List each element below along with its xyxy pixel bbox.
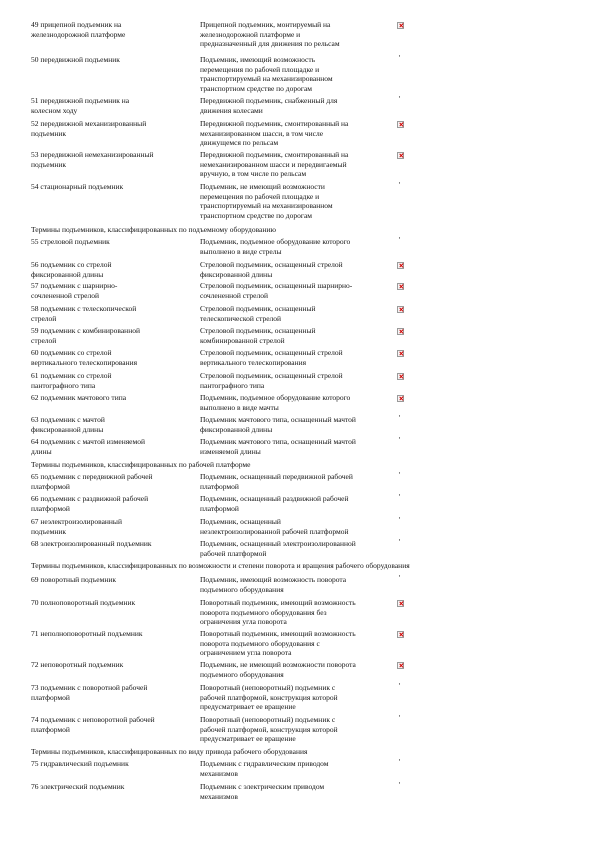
term-name: 71 неполноповоротный подъемник (31, 629, 143, 638)
term-name: 57 подъемник с шарнирно- сочлененной стрелой (31, 281, 118, 300)
term-name: 76 электрический подъемник (31, 782, 125, 791)
term-definition: Стреловой подъемник, оснащенный стрелой вертикального телескопирования (200, 348, 343, 367)
term-definition: Прицепной подъемник, монтируемый на железнодорожной платформе и предназначенный для движения по рельсам (200, 20, 340, 48)
term-definition: Стреловой подъемник, оснащенный комбинированной стрелой (200, 326, 316, 345)
term-name: 56 подъемник со стрелой фиксированной длины (31, 260, 112, 279)
term-definition: Передвижной подъемник, смонтированный на немеханизированном шасси и передвигаемый вручную, в том числе по рельсам (200, 150, 349, 178)
term-name: 51 передвижной подъемник на колесном ходу (31, 96, 130, 115)
term-definition: Подъемник, имеющий возможность перемещения по рабочей площадке и транспортируемый на механизированном транспортном средстве по дорогам (200, 55, 333, 93)
term-definition: Подъемник, подъемное оборудование которого выполнено в виде мачты (200, 393, 351, 412)
term-definition: Подъемник, оснащенный неэлектроизолированной рабочей платформой (200, 517, 349, 536)
term-definition: Подъемник с электрическим приводом механизмов (200, 782, 325, 801)
term-definition: Подъемник с гидравлическим приводом механизмов (200, 759, 329, 778)
term-name: 61 подъемник со стрелой пантографного типа (31, 371, 112, 390)
term-definition: Стреловой подъемник, оснащенный стрелой пантографного типа (200, 371, 343, 390)
term-name: 66 подъемник с раздвижной рабочей платформой (31, 494, 149, 513)
term-definition: Подъемник, оснащенный передвижной рабочей платформой (200, 472, 353, 491)
term-name: 60 подъемник со стрелой вертикального телескопирования (31, 348, 138, 367)
section-heading-text: Термины подъемников, классифицированных по возможности и степени поворота и вращения рабочего оборудования (31, 561, 410, 570)
term-name: 49 прицепной подъемник на железнодорожной платформе (31, 20, 126, 39)
term-definition: Стреловой подъемник, оснащенный стрелой фиксированной длины (200, 260, 343, 279)
term-name: 72 неповоротный подъемник (31, 660, 124, 669)
term-definition: Стреловой подъемник, оснащенный телескопической стрелой (200, 304, 316, 323)
term-definition: Подъемник, подъемное оборудование которого выполнено в виде стрелы (200, 237, 351, 256)
term-definition: Подъемник, имеющий возможность поворота подъемного оборудования (200, 575, 347, 594)
term-name: 54 стационарный подъемник (31, 182, 124, 191)
term-name: 58 подъемник с телескопической стрелой (31, 304, 137, 323)
term-name: 64 подъемник с мачтой изменяемой длины (31, 437, 146, 456)
term-name: 74 подъемник с неповоротной рабочей платформой (31, 715, 155, 734)
term-name: 62 подъемник мачтового типа (31, 393, 127, 402)
term-definition: Передвижной подъемник, смонтированный на механизированном шасси, в том числе движущемся по рельсам (200, 119, 349, 147)
term-definition: Подъемник, не имеющий возможности перемещения по рабочей площадке и транспортируемый на механизированном транспортном средстве по дорогам (200, 182, 333, 220)
section-heading-text: Термины подъемников, классифицированных по рабочей платформе (31, 460, 251, 469)
term-name: 63 подъемник с мачтой фиксированной длины (31, 415, 105, 434)
document-page: 49 прицепной подъемник на железнодорожной платформе Прицепной подъемник, монтируемый на железнодорожной платформе и предназначенный для движения по рельсам 50 передвижной подъемник Подъемник, имеющий возможность перемещения по рабочей площадке и транспортируемый на механизированном транспортном средстве по дорогам · 51 передвижной подъемник на колесном ходу Передвижной подъемник, снабженный для движения колесами · 52 передвижной механизированный подъемник Передвижной подъемник, смонтированный на механизированном шасси, в том числе движущемся по рельсам 53 передвижной немеханизированный подъемник Передвижной подъемник, смонтированный на немеханизированном шасси и передвигаемый вручную, в том числе по рельсам 54 стационарный подъемник Подъемник, не имеющий возможности перемещения по рабочей площадке и транспортируемый на механизированном транспортном средстве по дорогам · Термины подъемников, классифицированных по подъемному оборудованию 55 стреловой подъемник Подъемник, подъемное оборудование которого выполнено в виде стрелы · 56 подъемник со стрелой фиксированной длины Стреловой подъемник, оснащенный стрелой фиксированной длины 57 подъемник с шарнирно- сочлененной стрелой Стреловой подъемник, оснащенный шарнирно- сочлененной стрелой 58 подъемник с телескопической стрелой Стреловой подъемник, оснащенный телескопической стрелой 59 подъемник с комбинированной стрелой Стреловой подъемник, оснащенный комбинированной стрелой 60 подъемник со стрелой вертикального телескопирования Стреловой подъемник, оснащенный стрелой вертикального телескопирования 61 подъемник со стрелой пантографного типа Стреловой подъемник, оснащенный стрелой пантографного типа 62 подъемник мачтового типа Подъемник, подъемное оборудование которого выполнено в виде мачты 63 подъемник с мачтой фиксированной длины Подъемник мачтового типа, оснащенный мачтой фиксированной длины · 64 подъемник с мачтой изменяемой длины Подъемник мачтового типа, оснащенный мачтой изменяемой длины · Термины подъемников, классифицированных по рабочей платформе 65 подъемник с передвижной рабочей платформой Подъемник, оснащенный передвижной рабочей платформой · 66 подъемник с раздвижной рабочей платформой Подъемник, оснащенный раздвижной рабочей платформой · 67 неэлектроизолированный подъемник Подъемник, оснащенный неэлектроизолированной рабочей платформой · 68 электроизолированный подъемник Подъемник, оснащенный электроизолированной рабочей платформой · Термины подъемников, классифицированных по возможности и степени поворота и вращения рабочего оборудования 69 поворотный подъемник Подъемник, имеющий возможность поворота подъемного оборудования · 70 полноповоротный подъемник Поворотный подъемник, имеющий возможность поворота подъемного оборудования без ограничения угла поворота 71 неполноповоротный подъемник Поворотный подъемник, имеющий возможность поворота подъемного оборудования с ограничением угла поворота 72 неповоротный подъемник Подъемник, не имеющий возможности поворота подъемного оборудования 73 подъемник с поворотной рабочей платформой Поворотный (неповоротный) подъемник с рабочей платформой, конструкция которой предусматривает ее вращение · 74 подъемник с неповоротной рабочей платформой Поворотный (неповоротный) подъемник с рабочей платформой, конструкция которой предусматривает ее вращение · Термины подъемников, классифицированных по виду привода рабочего оборудования 75 гидравлический подъемник Подъемник с гидравлическим приводом механизмов · 76 электрический подъемник Подъемник с электрическим приводом механизмов · (0, 0, 595, 842)
term-definition: Подъемник мачтового типа, оснащенный мачтой фиксированной длины (200, 415, 356, 434)
term-definition: Стреловой подъемник, оснащенный шарнирно- сочлененной стрелой (200, 281, 353, 300)
term-name: 59 подъемник с комбинированной стрелой (31, 326, 140, 345)
term-name: 50 передвижной подъемник (31, 55, 120, 64)
term-name: 52 передвижной механизированный подъемник (31, 119, 147, 138)
term-definition: Передвижной подъемник, снабженный для движения колесами (200, 96, 338, 115)
term-definition: Подъемник мачтового типа, оснащенный мачтой изменяемой длины (200, 437, 356, 456)
term-definition: Поворотный (неповоротный) подъемник с рабочей платформой, конструкция которой предусматривает ее вращение (200, 683, 338, 711)
term-definition: Подъемник, не имеющий возможности поворота подъемного оборудования (200, 660, 356, 679)
term-name: 73 подъемник с поворотной рабочей платформой (31, 683, 148, 702)
term-name: 55 стреловой подъемник (31, 237, 110, 246)
term-name: 69 поворотный подъемник (31, 575, 116, 584)
term-name: 53 передвижной немеханизированный подъемник (31, 150, 154, 169)
term-name: 70 полноповоротный подъемник (31, 598, 136, 607)
term-name: 67 неэлектроизолированный подъемник (31, 517, 122, 536)
term-name: 65 подъемник с передвижной рабочей платформой (31, 472, 153, 491)
term-definition: Поворотный (неповоротный) подъемник с рабочей платформой, конструкция которой предусматривает ее вращение (200, 715, 338, 743)
term-definition: Поворотный подъемник, имеющий возможность поворота подъемного оборудования без ограничения угла поворота (200, 598, 356, 626)
term-definition: Подъемник, оснащенный раздвижной рабочей платформой (200, 494, 349, 513)
section-heading-text: Термины подъемников, классифицированных по подъемному оборудованию (31, 225, 277, 234)
term-name: 68 электроизолированный подъемник (31, 539, 152, 548)
term-definition: Подъемник, оснащенный электроизолированной рабочей платформой (200, 539, 356, 558)
term-name: 75 гидравлический подъемник (31, 759, 129, 768)
section-heading-text: Термины подъемников, классифицированных по виду привода рабочего оборудования (31, 747, 308, 756)
term-definition: Поворотный подъемник, имеющий возможность поворота подъемного оборудования с ограничением угла поворота (200, 629, 356, 657)
